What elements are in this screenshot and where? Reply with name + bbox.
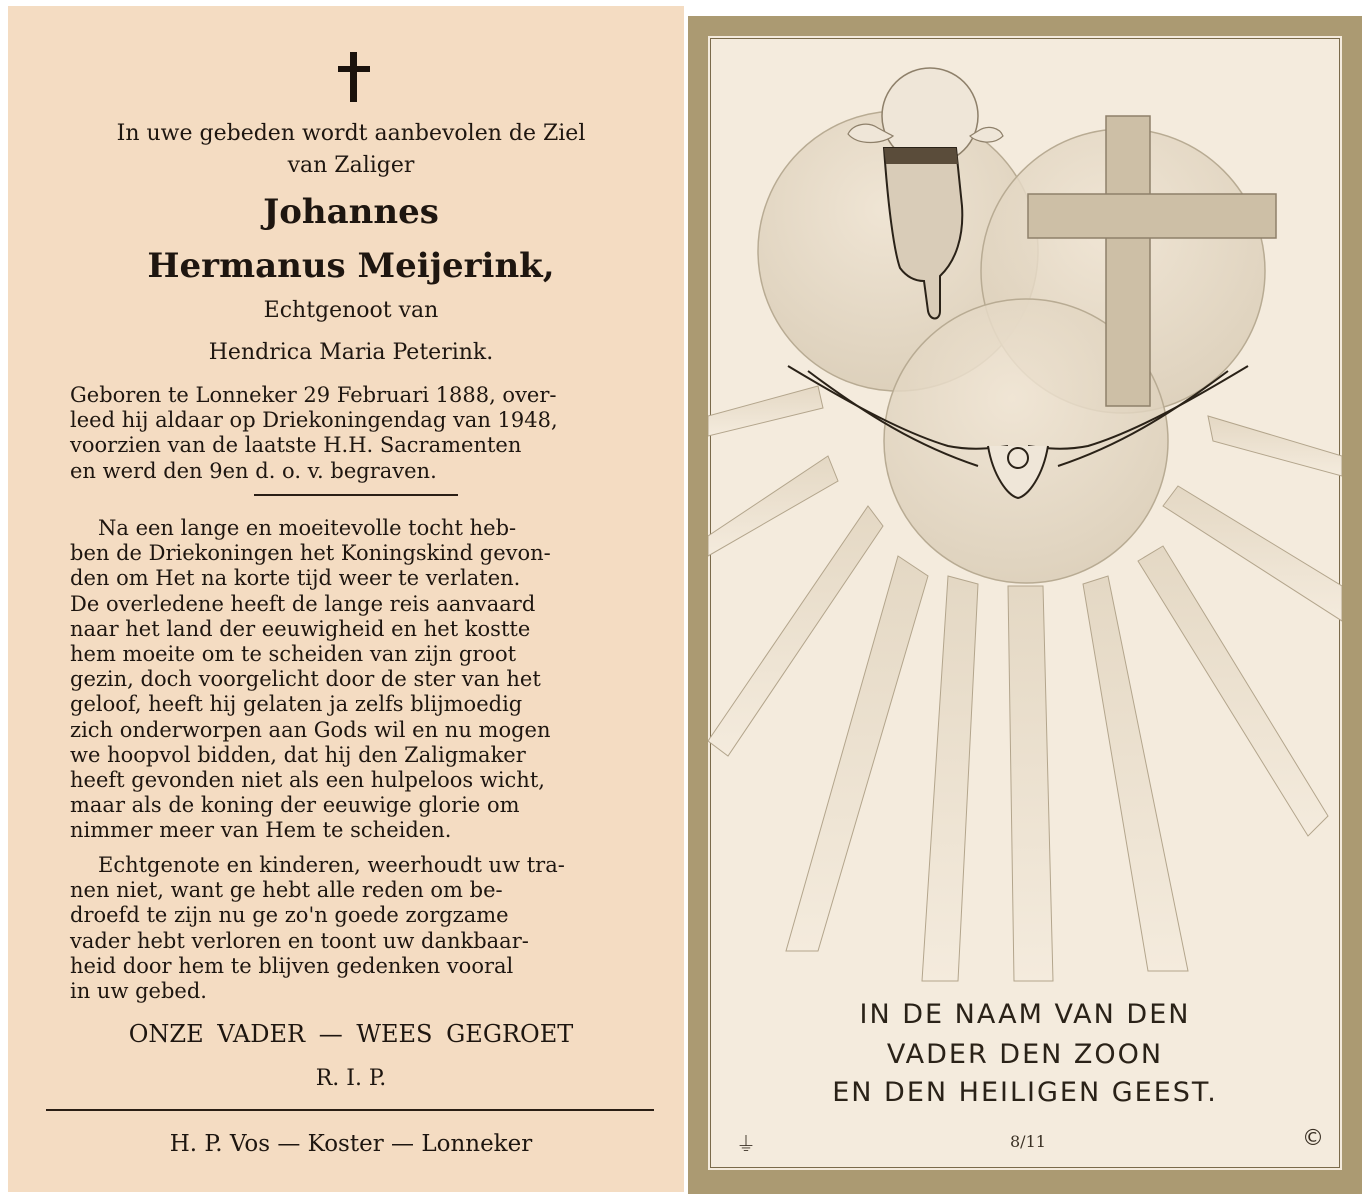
deceased-first-name: Johannes <box>263 192 439 232</box>
memorial-card-image-side <box>688 16 1362 1194</box>
paragraph-line: nen niet, want ge hebt alle reden om be- <box>70 878 503 903</box>
birth-line: leed hij aldaar op Driekoningendag van 1948, <box>70 408 558 433</box>
intro-line-1: In uwe gebeden wordt aanbevolen de Ziel <box>116 121 586 146</box>
paragraph-family <box>70 853 636 1004</box>
caption-line-2: VADER DEN ZOON <box>886 1039 1164 1070</box>
copyright-mark-icon: © <box>1302 1126 1324 1151</box>
paragraph-line: droefd te zijn nu ge zo'n goede zorgzame <box>70 903 509 928</box>
serial-number: 8/11 <box>1010 1132 1046 1151</box>
prayers-line: ONZE VADER — WEES GEGROET <box>128 1020 574 1048</box>
cross-icon <box>338 52 370 102</box>
deceased-full-name: Hermanus Meijerink, <box>147 246 555 286</box>
intro-line-2: van Zaliger <box>287 153 415 178</box>
paragraph-line: naar het land der eeuwigheid en het kostte <box>70 616 531 641</box>
paragraph-line: Echtgenote en kinderen, weerhoudt uw tra- <box>98 853 565 877</box>
paragraph-line: we hoopvol bidden, dat hij den Zaligmaker <box>70 742 526 767</box>
paragraph-journey <box>70 516 636 844</box>
paragraph-line: zich onderworpen aan Gods wil en nu mogen <box>70 717 551 742</box>
paragraph-line: De overledene heeft de lange reis aanvaard <box>70 591 536 616</box>
spouse-label: Echtgenoot van <box>263 298 439 323</box>
divider-short <box>254 494 458 496</box>
paragraph-line: heid door hem te blijven gedenken vooral <box>70 953 514 978</box>
printer-line: H. P. Vos — Koster — Lonneker <box>169 1131 533 1157</box>
divider-long <box>46 1109 654 1111</box>
paragraph-line: vader hebt verloren en toont uw dankbaar- <box>70 928 529 953</box>
memorial-card-text-side <box>8 6 684 1192</box>
caption-line-3: EN DEN HEILIGEN GEEST. <box>832 1077 1218 1108</box>
illustration-panel <box>708 36 1342 1170</box>
paragraph-line: heeft gevonden niet als een hulpeloos wicht, <box>70 768 545 793</box>
spouse-name: Hendrica Maria Peterink. <box>208 340 494 365</box>
publisher-mark-left-icon: ⏚ <box>736 1132 756 1156</box>
paragraph-line: gezin, doch voorgelicht door de ster van het <box>70 667 541 692</box>
paragraph-line: ben de Driekoningen het Koningskind gevon- <box>70 541 551 566</box>
birth-line: Geboren te Lonneker 29 Februari 1888, over- <box>70 383 557 407</box>
paragraph-line: maar als de koning der eeuwige glorie om <box>70 793 520 818</box>
birth-line: en werd den 9en d. o. v. begraven. <box>70 458 437 483</box>
paragraph-line: in uw gebed. <box>70 979 207 1004</box>
paragraph-line: den om Het na korte tijd weer te verlaten. <box>70 566 521 591</box>
rip-line: R. I. P. <box>315 1066 387 1091</box>
trinity-illustration <box>708 36 1342 996</box>
birth-line: voorzien van de laatste H.H. Sacramenten <box>70 433 522 458</box>
intro-text <box>48 118 654 182</box>
paragraph-line: hem moeite om te scheiden van zijn groot <box>70 642 517 667</box>
birth-death-details <box>70 383 636 484</box>
caption-line-1: IN DE NAAM VAN DEN <box>859 999 1191 1030</box>
paragraph-line: nimmer meer van Hem te scheiden. <box>70 818 452 843</box>
paragraph-line: Na een lange en moeitevolle tocht heb- <box>98 516 517 540</box>
paragraph-line: geloof, heeft hij gelaten ja zelfs blijmoedig <box>70 692 523 717</box>
